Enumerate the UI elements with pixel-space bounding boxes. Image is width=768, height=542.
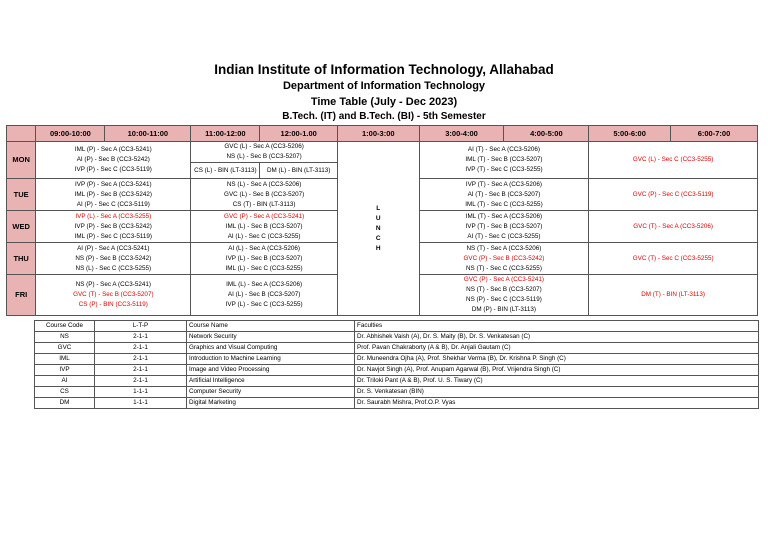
session-entry: AI (T) - Sec B (CC3-5207) [467, 190, 541, 198]
institute-name: Indian Institute of Information Technology, Allahabad [214, 62, 554, 77]
lunch-break [337, 142, 419, 316]
day-label: MON [7, 142, 36, 179]
course-ltp: 2-1-1 [95, 343, 187, 354]
session-cell [419, 179, 589, 211]
session-cell [419, 142, 589, 179]
session-entry: NS (T) - Sec B (CC3-5207) [466, 286, 542, 293]
course-name: Introduction to Machine Learning [187, 354, 355, 365]
session-entry: NS (L) - Sec B (CC3-5207) [226, 153, 302, 160]
course-faculty: Dr. Muneendra Ojha (A), Prof. Shekhar Verma (B), Dr. Krishna P. Singh (C) [355, 354, 759, 365]
session-cell [36, 243, 191, 275]
session-entry: AI (L) - Sec C (CC3-5255) [227, 232, 301, 240]
session-entry: GVC (P) - Sec A (CC3-5241) [224, 212, 305, 220]
session-entry: DM (L) - BIN (LT-3113) [266, 166, 331, 174]
course-ltp: 1-1-1 [95, 387, 187, 398]
session-entry: NS (P) - Sec A (CC3-5241) [75, 281, 151, 288]
course-name: Artificial Intelligence [187, 376, 355, 387]
corner-cell [7, 126, 36, 142]
course-code: AI [35, 376, 95, 387]
lunch-letter: C [375, 234, 381, 242]
session-cell [589, 142, 758, 179]
timetable [6, 125, 758, 316]
course-ltp: 2-1-1 [95, 354, 187, 365]
course-ltp: 2-1-1 [95, 332, 187, 343]
course-ltp: 1-1-1 [95, 398, 187, 409]
course-faculty: Dr. Triloki Pant (A & B), Prof. U. S. Tiwary (C) [355, 376, 759, 387]
column-header: Course Name [187, 321, 355, 332]
course-code: CS [35, 387, 95, 398]
table-row [35, 332, 759, 343]
course-faculty: Dr. Navjot Singh (A), Prof. Anupam Agarwal (B), Prof. Vrijendra Singh (C) [355, 365, 759, 376]
session-entry: GVC (P) - Sec B (CC3-5242) [463, 254, 545, 262]
slot-header: 10:00-11:00 [105, 126, 191, 142]
session-cell [589, 211, 758, 243]
column-header: L-T-P [95, 321, 187, 332]
session-entry: NS (L) - Sec A (CC3-5206) [226, 180, 302, 188]
session-entry: NS (L) - Sec C (CC3-5255) [75, 264, 152, 272]
session-entry: IML (P) - Sec B (CC3-5242) [74, 190, 153, 198]
course-faculty: Prof. Pavan Chakraborty (A & B), Dr. Anjali Gautam (C) [355, 343, 759, 354]
session-cell [191, 211, 338, 243]
session-entry: GVC (L) - Sec A (CC3-5206) [224, 143, 304, 150]
course-name: Network Security [187, 332, 355, 343]
session-entry: IVP (T) - Sec A (CC3-5206) [465, 180, 543, 188]
session-entry: NS (T) - Sec A (CC3-5206) [466, 244, 542, 252]
course-ltp: 2-1-1 [95, 365, 187, 376]
department-name: Department of Information Technology [282, 80, 486, 92]
session-entry: IVP (L) - Sec C (CC3-5255) [225, 301, 303, 308]
lunch-letter: L [376, 204, 381, 212]
session-entry: GVC (L) - Sec C (CC3-5255) [632, 156, 714, 163]
session-entry: IVP (T) - Sec C (CC3-5255) [465, 166, 543, 173]
session-entry: DM (T) - BIN (LT-3113) [641, 291, 706, 298]
session-entry: NS (T) - Sec C (CC3-5255) [465, 264, 542, 272]
session-entry: IML (P) - Sec C (CC3-5119) [74, 232, 152, 240]
session-cell [36, 211, 191, 243]
session-entry: AI (P) - Sec B (CC3-5242) [76, 156, 150, 163]
day-label: TUE [7, 179, 36, 211]
session-entry: AI (L) - Sec B (CC3-5207) [227, 291, 301, 298]
course-table [34, 320, 759, 409]
slot-header: 12:00-1.00 [260, 126, 338, 142]
session-entry: GVC (T) - Sec B (CC3-5207) [73, 291, 154, 298]
session-cell [419, 211, 589, 243]
session-entry: IML (L) - Sec C (CC3-5255) [225, 264, 303, 272]
session-cell [589, 243, 758, 275]
course-name: Graphics and Visual Computing [187, 343, 355, 354]
slot-header: 09:00-10:00 [36, 126, 105, 142]
course-code: IVP [35, 365, 95, 376]
session-entry: IVP (T) - Sec B (CC3-5207) [465, 222, 543, 230]
session-entry: IML (P) - Sec A (CC3-5241) [74, 146, 152, 153]
session-entry: NS (P) - Sec C (CC3-5119) [466, 296, 542, 303]
lunch-letter: H [375, 244, 381, 252]
course-name: Computer Security [187, 387, 355, 398]
session-cell [191, 275, 338, 316]
course-faculty: Dr. Abhishek Vaish (A), Dr. S. Maity (B), Dr. S. Venkatesan (C) [355, 332, 759, 343]
course-table-header [35, 321, 759, 332]
timetable-header-row [7, 126, 758, 142]
session-entry: AI (P) - Sec A (CC3-5241) [77, 244, 150, 252]
session-entry: IML (L) - Sec A (CC3-5206) [226, 281, 303, 288]
table-row [35, 387, 759, 398]
column-header: Course Code [35, 321, 95, 332]
session-cell [419, 243, 589, 275]
course-code: NS [35, 332, 95, 343]
session-entry: DM (P) - BIN (LT-3113) [471, 306, 537, 313]
day-label: FRI [7, 275, 36, 316]
session-cell [589, 275, 758, 316]
course-name: Digital Marketing [187, 398, 355, 409]
course-name: Image and Video Processing [187, 365, 355, 376]
course-code: DM [35, 398, 95, 409]
session-entry: IML (L) - Sec B (CC3-5207) [225, 222, 303, 230]
session-entry: IVP (P) - Sec A (CC3-5241) [75, 180, 152, 188]
table-row [35, 343, 759, 354]
slot-header: 6:00-7:00 [670, 126, 757, 142]
timetable-row-mon [7, 142, 758, 163]
session-cell [191, 243, 338, 275]
session-entry: IVP (P) - Sec C (CC3-5119) [74, 166, 152, 173]
session-entry: GVC (T) - Sec C (CC3-5255) [632, 254, 714, 262]
table-row [35, 376, 759, 387]
session-cell [191, 142, 338, 163]
session-cell [260, 163, 338, 179]
session-cell [191, 179, 338, 211]
session-entry: GVC (T) - Sec A (CC3-5206) [633, 222, 714, 230]
session-entry: IVP (P) - Sec B (CC3-5242) [74, 222, 152, 230]
session-entry: IML (T) - Sec A (CC3-5206) [465, 212, 543, 220]
course-code: GVC [35, 343, 95, 354]
day-label: WED [7, 211, 36, 243]
session-entry: AI (T) - Sec A (CC3-5206) [467, 146, 540, 153]
slot-header: 4:00-5:00 [504, 126, 589, 142]
column-header: Faculties [355, 321, 759, 332]
session-entry: IVP (L) - Sec A (CC3-5255) [75, 212, 152, 220]
table-row [35, 354, 759, 365]
timetable-title: Time Table (July - Dec 2023) [310, 96, 458, 108]
session-cell [589, 179, 758, 211]
table-row [35, 398, 759, 409]
session-entry: AI (T) - Sec C (CC3-5255) [467, 232, 541, 240]
session-entry: IML (T) - Sec C (CC3-5255) [465, 200, 543, 208]
course-faculty: Dr. Saurabh Mishra, Prof.O.P. Vyas [355, 398, 759, 409]
slot-header: 1:00-3:00 [337, 126, 419, 142]
session-entry: AI (L) - Sec A (CC3-5206) [228, 244, 300, 252]
session-entry: GVC (L) - Sec B (CC3-5207) [224, 190, 305, 198]
course-faculty: Dr. S. Venkatesan (BIN) [355, 387, 759, 398]
session-entry: CS (P) - BIN (CC3-5119) [78, 301, 148, 308]
program-title: B.Tech. (IT) and B.Tech. (BI) - 5th Semester [282, 111, 486, 122]
session-cell [36, 275, 191, 316]
session-entry: CS (L) - BIN (LT-3113) [194, 166, 257, 174]
session-entry: AI (P) - Sec C (CC3-5119) [76, 200, 150, 208]
slot-header: 3:00-4:00 [419, 126, 504, 142]
session-cell [36, 142, 191, 179]
session-entry: GVC (P) - Sec A (CC3-5241) [463, 276, 545, 283]
lunch-letter: U [375, 214, 381, 222]
session-entry: IML (T) - Sec B (CC3-5207) [465, 156, 543, 163]
session-entry: NS (P) - Sec B (CC3-5242) [75, 254, 152, 262]
slot-header: 5:00-6:00 [589, 126, 671, 142]
session-cell [36, 179, 191, 211]
session-entry: GVC (P) - Sec C (CC3-5119) [632, 190, 714, 198]
session-cell [419, 275, 589, 316]
day-label: THU [7, 243, 36, 275]
lunch-letter: N [375, 224, 381, 232]
table-row [35, 365, 759, 376]
course-code: IML [35, 354, 95, 365]
course-ltp: 2-1-1 [95, 376, 187, 387]
session-cell [191, 163, 260, 179]
session-entry: CS (T) - BIN (LT-3113) [232, 200, 296, 208]
session-entry: IVP (L) - Sec B (CC3-5207) [225, 254, 303, 262]
slot-header: 11:00-12:00 [191, 126, 260, 142]
